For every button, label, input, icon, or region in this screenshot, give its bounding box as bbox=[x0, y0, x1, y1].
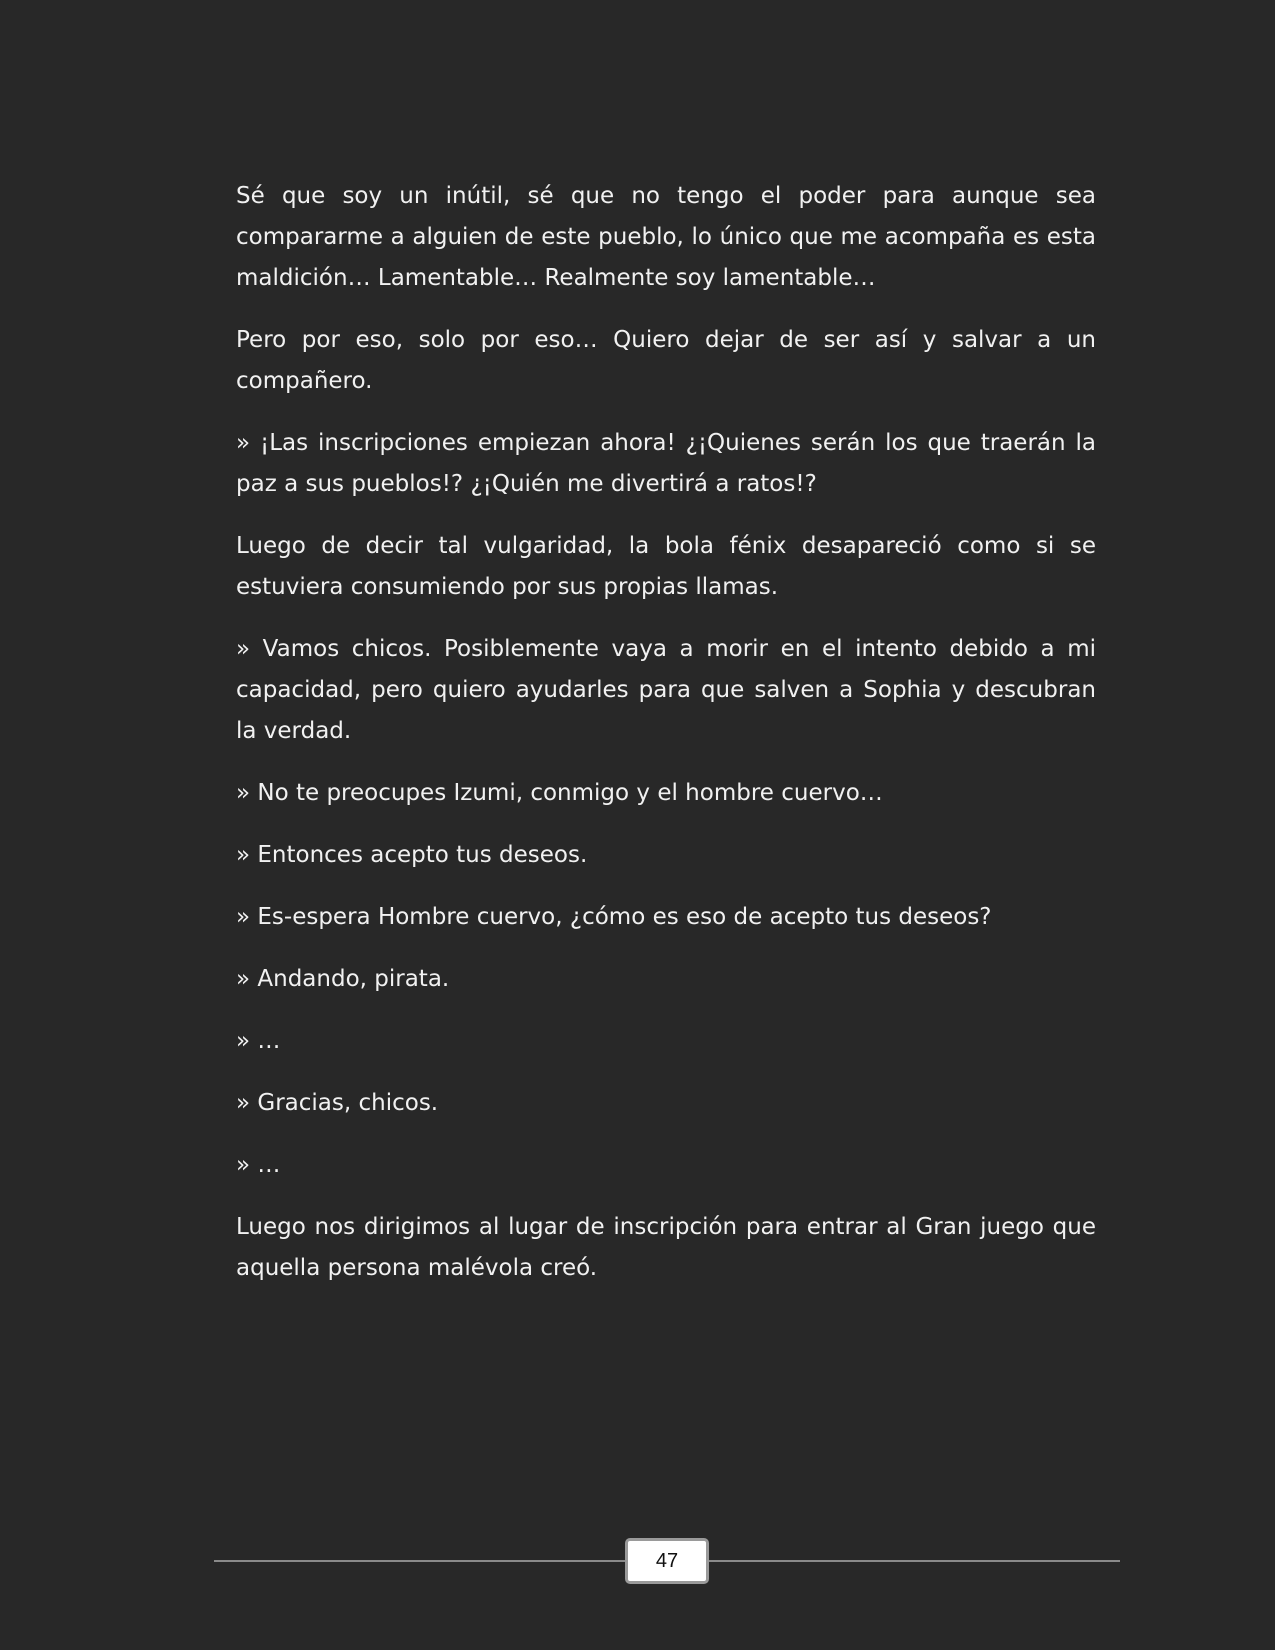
paragraph-6: » No te preocupes Izumi, conmigo y el hombre cuervo… bbox=[236, 780, 883, 806]
paragraph-13: Luego nos dirigimos al lugar de inscripción para entrar al Gran juego que aquella persona malévola creó. bbox=[236, 1214, 1096, 1281]
page-footer bbox=[214, 1538, 1120, 1582]
page-body-text bbox=[236, 176, 1096, 1310]
paragraph-4: Luego de decir tal vulgaridad, la bola fénix desapareció como si se estuviera consumiendo por sus propias llamas. bbox=[236, 533, 1096, 600]
page-number: 47 bbox=[625, 1538, 709, 1584]
paragraph-11: » Gracias, chicos. bbox=[236, 1090, 439, 1116]
paragraph-12: » … bbox=[236, 1152, 281, 1178]
paragraph-7: » Entonces acepto tus deseos. bbox=[236, 842, 588, 868]
paragraph-1: Sé que soy un inútil, sé que no tengo el poder para aunque sea compararme a alguien de este pueblo, lo único que me acompaña es esta maldición… Lamentable… Realmente soy lamentable… bbox=[236, 183, 1096, 291]
paragraph-5: » Vamos chicos. Posiblemente vaya a morir en el intento debido a mi capacidad, pero quiero ayudarles para que salven a Sophia y descubran la verdad. bbox=[236, 636, 1096, 744]
paragraph-3: » ¡Las inscripciones empiezan ahora! ¿¡Quienes serán los que traerán la paz a sus pueblos!? ¿¡Quién me divertirá a ratos!? bbox=[236, 430, 1096, 497]
paragraph-9: » Andando, pirata. bbox=[236, 966, 450, 992]
paragraph-8: » Es-espera Hombre cuervo, ¿cómo es eso de acepto tus deseos? bbox=[236, 904, 992, 930]
paragraph-10: » … bbox=[236, 1028, 281, 1054]
paragraph-2: Pero por eso, solo por eso… Quiero dejar de ser así y salvar a un compañero. bbox=[236, 327, 1096, 394]
